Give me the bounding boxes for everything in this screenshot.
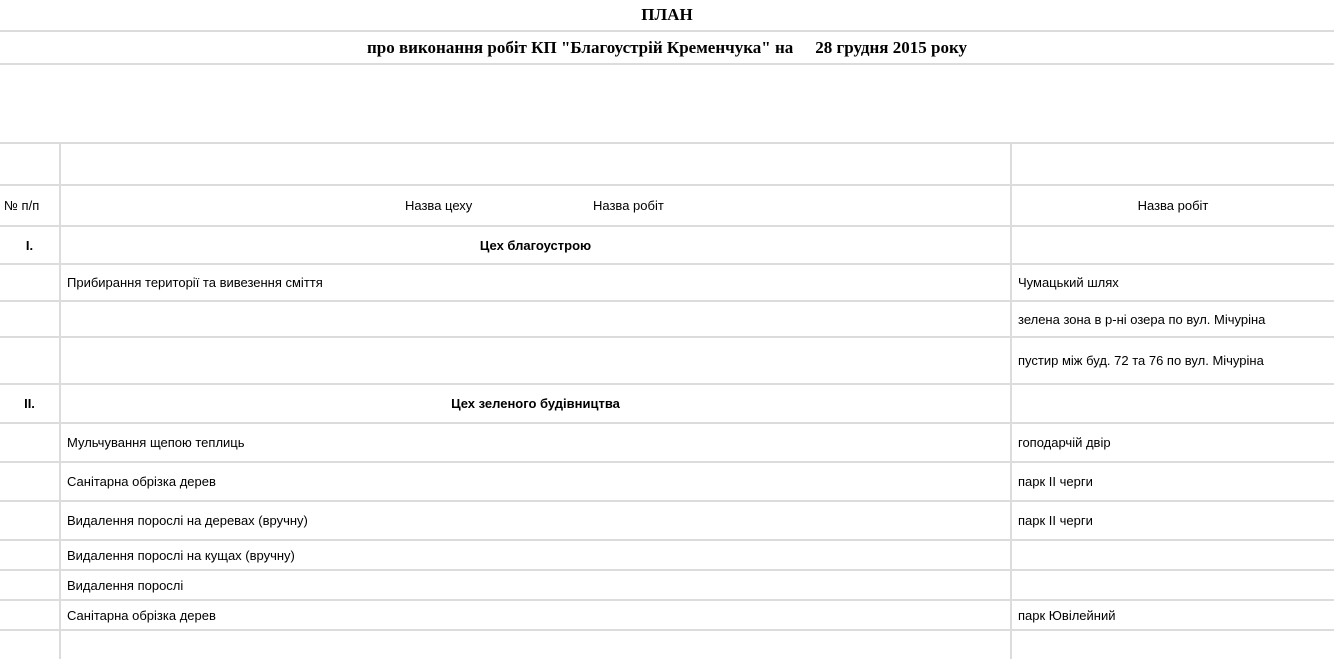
work-name: Санітарна обрізка дерев bbox=[61, 601, 1012, 629]
subtitle-date: 28 грудня 2015 року bbox=[815, 38, 967, 57]
work-name bbox=[61, 302, 1012, 336]
page-title: ПЛАН bbox=[0, 0, 1334, 32]
table-row bbox=[0, 541, 1334, 571]
section-row bbox=[0, 227, 1334, 265]
header-workshop: Назва цеху bbox=[405, 198, 473, 213]
table-row-empty bbox=[0, 144, 1334, 186]
table-row-empty bbox=[0, 631, 1334, 659]
work-place: гоподарчій двір bbox=[1018, 435, 1111, 450]
section-name: Цех благоустрою bbox=[61, 227, 1012, 263]
table-row bbox=[0, 601, 1334, 631]
section-num: II. bbox=[0, 385, 61, 422]
work-place: зелена зона в р-ні озера по вул. Мічуріна bbox=[1018, 311, 1266, 327]
work-place: Чумацький шлях bbox=[1018, 275, 1119, 290]
header-works: Назва робіт bbox=[593, 198, 664, 213]
table-row bbox=[0, 302, 1334, 338]
table-row bbox=[0, 424, 1334, 463]
work-name: Санітарна обрізка дерев bbox=[61, 463, 1012, 500]
work-place bbox=[1012, 541, 1334, 569]
page-subtitle bbox=[0, 32, 1334, 65]
work-place: парк ІІ черги bbox=[1018, 513, 1093, 528]
section-row bbox=[0, 385, 1334, 424]
subtitle-prefix: про виконання робіт КП "Благоустрій Кременчука" на bbox=[367, 38, 794, 57]
work-place: парк Ювілейний bbox=[1018, 607, 1116, 623]
table-row bbox=[0, 571, 1334, 601]
table-header-row bbox=[0, 186, 1334, 227]
work-name: Видалення порослі на кущах (вручну) bbox=[61, 541, 1012, 569]
work-name: Видалення порослі на деревах (вручну) bbox=[61, 502, 1012, 539]
table-row bbox=[0, 463, 1334, 502]
table-row bbox=[0, 338, 1334, 385]
table-row bbox=[0, 265, 1334, 302]
section-name: Цех зеленого будівництва bbox=[61, 385, 1012, 422]
work-name: Мульчування щепою теплиць bbox=[61, 424, 1012, 461]
work-name: Видалення порослі bbox=[61, 571, 1012, 599]
table-row bbox=[0, 502, 1334, 541]
work-place: парк ІІ черги bbox=[1018, 474, 1093, 489]
work-place: пустир між буд. 72 та 76 по вул. Мічуріна bbox=[1018, 353, 1264, 368]
work-place bbox=[1012, 571, 1334, 599]
header-works-right: Назва робіт bbox=[1137, 198, 1209, 213]
work-name bbox=[61, 338, 1012, 383]
header-num: № п/п bbox=[0, 186, 61, 225]
work-name: Прибирання території та вивезення сміття bbox=[61, 265, 1012, 300]
section-num: I. bbox=[0, 227, 61, 263]
